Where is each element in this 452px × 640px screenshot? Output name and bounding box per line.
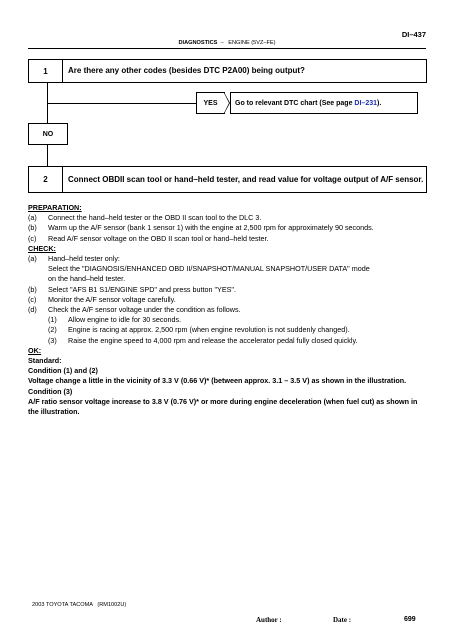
page-header: [28, 30, 426, 50]
yes-action-end: ).: [377, 99, 382, 107]
prep-item: (a) Connect the hand–held tester or the OBD II scan tool to the DLC 3.: [28, 213, 262, 223]
condition-item: (2) Engine is racing at approx. 2,500 rpm (when engine revolution is not suddenly changed).: [48, 325, 350, 335]
section-title: [28, 40, 426, 46]
step-1-question: Are there any other codes (besides DTC P2A00) being output?: [68, 66, 305, 75]
step-2-number: 2: [29, 167, 63, 192]
section-title-sub: – ENGINE (5VZ–FE): [217, 40, 276, 46]
condition-item: (3) Raise the engine speed to 4,000 rpm and release the accelerator pedal fully closed quickly.: [48, 335, 358, 345]
arrow-right-icon-fill: [224, 93, 229, 113]
prep-item: (c) Read A/F sensor voltage on the OBD II scan tool or hand–held tester.: [28, 233, 269, 243]
page-link[interactable]: DI–231: [354, 99, 377, 107]
standard-label: Standard:: [28, 356, 62, 366]
condition-1-2-label: Condition (1) and (2): [28, 366, 98, 376]
ok-heading: OK:: [28, 345, 42, 355]
yes-action-text: Go to relevant DTC chart (See page: [235, 99, 355, 107]
preparation-heading: PREPARATION:: [28, 203, 82, 212]
section-code: DI–437: [401, 30, 426, 39]
check-heading: CHECK:: [28, 243, 56, 253]
condition-1-2-standard: Voltage change a little in the vicinity of 3.3 V (0.66 V)* (between approx. 3.1 – 3.5 V) as shown in the illustration.: [28, 376, 407, 386]
flow-line-yes: [47, 103, 196, 104]
author-label: Author :: [256, 616, 282, 624]
check-item: (b) Select "AFS B1 S1/ENGINE SPD" and press button "YES".: [28, 284, 236, 294]
yes-branch-action: [230, 92, 418, 114]
check-item: (a) Hand–held tester only:: [28, 254, 120, 264]
step-2-instruction: Connect OBDII scan tool or hand–held tester, and read value for voltage output of A/F sensor.: [68, 174, 424, 184]
no-branch-label: NO: [28, 123, 68, 145]
check-item: (d) Check the A/F sensor voltage under the condition as follows.: [28, 305, 241, 315]
prep-item: (b) Warm up the A/F sensor (bank 1 sensor 1) with the engine at 2,500 rpm for approximately 90 seconds.: [28, 223, 374, 233]
flow-line-step2: [47, 145, 48, 166]
condition-3-label: Condition (3): [28, 386, 73, 396]
condition-3-standard: A/F ratio sensor voltage increase to 3.8 V (0.76 V)* or more during engine deceleration (when fuel cut) as shown in the illustration.: [28, 396, 418, 417]
condition-item: (1) Allow engine to idle for 30 seconds.: [48, 315, 182, 325]
check-item-continued: on the hand–held tester.: [48, 274, 126, 284]
date-label: Date :: [333, 616, 352, 624]
step-1-box: [28, 59, 427, 83]
check-item-continued: Select the "DIAGNOSIS/ENHANCED OBD II/SNAPSHOT/MANUAL SNAPSHOT/USER DATA" mode: [48, 264, 370, 274]
step-1-number: 1: [29, 60, 63, 82]
yes-branch-label: YES: [196, 92, 225, 114]
check-item: (c) Monitor the A/F sensor voltage carefully.: [28, 294, 176, 304]
step-2-box: [28, 166, 427, 193]
section-title-main: DIAGNOSTICS: [178, 40, 218, 46]
page-number: 699: [404, 616, 416, 623]
header-divider: [28, 48, 426, 49]
procedure-body: [28, 203, 428, 417]
document-code: 2003 TOYOTA TACOMA (RM1002U): [32, 602, 127, 608]
